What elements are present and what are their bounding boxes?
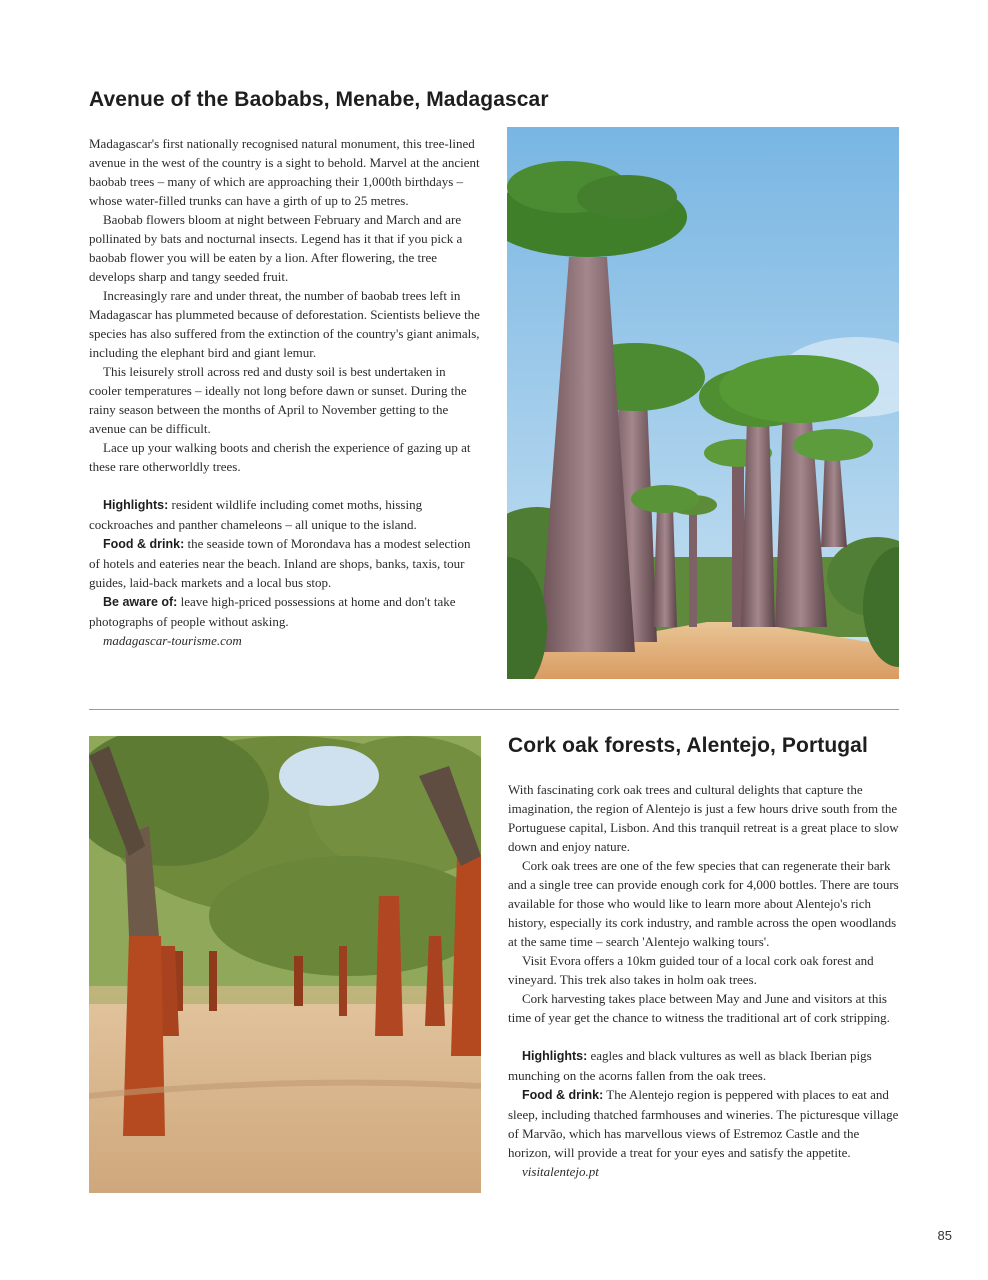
baobab-paragraph: This leisurely stroll across red and dusty soil is best undertaken in cooler temperatures – ideally not long before dawn or sunset. During the rainy season between the months of April to November getting to the avenue can be difficult.	[89, 364, 467, 436]
cork-title: Cork oak forests, Alentejo, Portugal	[508, 734, 868, 757]
cork-website-link[interactable]: visitalentejo.pt	[522, 1164, 599, 1179]
cork-facts	[508, 1046, 900, 1181]
cork-paragraph: Cork oak trees are one of the few species that can regenerate their bark and a single tree can provide enough cork for 4,000 bottles. There are tours available for those who would like to learn more about Alentejo's rich history, especially its cork industry, and ramble across the open woodlands at the same time – search 'Alentejo walking tours'.	[508, 858, 899, 949]
cork-body	[508, 780, 900, 1181]
baobab-title: Avenue of the Baobabs, Menabe, Madagascar	[89, 88, 549, 111]
section-divider	[89, 709, 899, 710]
baobab-food-drink	[89, 534, 481, 592]
highlights-label: Highlights:	[522, 1049, 588, 1063]
cork-paragraph: Visit Evora offers a 10km guided tour of a local cork oak forest and vineyard. This trek also takes in holm oak trees.	[508, 953, 874, 987]
baobab-paragraph: Lace up your walking boots and cherish the experience of gazing up at these rare otherworldly trees.	[89, 440, 471, 474]
food-drink-label: Food & drink:	[103, 537, 185, 551]
cork-paragraph: With fascinating cork oak trees and cultural delights that capture the imagination, the region of Alentejo is just a few hours drive south from the Portuguese capital, Lisbon. And this tranquil retreat is a great place to slow down and enjoy nature.	[508, 782, 899, 854]
baobab-avenue-photo	[507, 127, 899, 679]
be-aware-text: leave high-priced possessions at home and don't take photographs of people without asking.	[89, 594, 456, 629]
be-aware-label: Be aware of:	[103, 595, 178, 609]
baobab-facts	[89, 495, 481, 650]
cork-oak-forest-photo	[89, 736, 481, 1193]
food-drink-label: Food & drink:	[522, 1088, 604, 1102]
highlights-text: eagles and black vultures as well as black Iberian pigs munching on the acorns fallen from the oak trees.	[508, 1048, 872, 1083]
baobab-illustration	[507, 127, 899, 679]
baobab-paragraph: Madagascar's first nationally recognised natural monument, this tree-lined avenue in the west of the country is a sight to behold. Marvel at the ancient baobab trees – many of which are approaching their 1,000th birthdays – whose water-filled trunks can have a girth of up to 25 metres.	[89, 136, 480, 208]
cork-illustration	[89, 736, 481, 1193]
cork-highlights	[508, 1046, 900, 1085]
baobab-paragraph: Increasingly rare and under threat, the number of baobab trees left in Madagascar has plummeted because of deforestation. Scientists believe the species has also suffered from the extinction of the country's giant animals, including the elephant bird and giant lemur.	[89, 288, 480, 360]
cork-food-drink	[508, 1085, 900, 1162]
cork-paragraph: Cork harvesting takes place between May and June and visitors at this time of year get the chance to witness the traditional art of cork stripping.	[508, 991, 890, 1025]
page-number: 85	[937, 1228, 952, 1243]
highlights-label: Highlights:	[103, 498, 169, 512]
baobab-website-link[interactable]: madagascar-tourisme.com	[103, 633, 242, 648]
baobab-body	[89, 134, 481, 650]
food-drink-text: the seaside town of Morondava has a modest selection of hotels and eateries near the beach. Inland are shops, banks, taxis, tour guides, laid-back markets and a local bus stop.	[89, 536, 471, 590]
highlights-text: resident wildlife including comet moths, hissing cockroaches and panther chameleons – all unique to the island.	[89, 497, 423, 532]
food-drink-text: The Alentejo region is peppered with places to eat and sleep, including thatched farmhouses and wineries. The picturesque village of Marvão, which has marvellous views of Estremoz Castle and the horizon, will provide a treat for your eyes and satisfy the appetite.	[508, 1087, 899, 1160]
baobab-highlights	[89, 495, 481, 534]
baobab-be-aware	[89, 592, 481, 631]
baobab-paragraph: Baobab flowers bloom at night between February and March and are pollinated by bats and nocturnal insects. Legend has it that if you pick a baobab flower you will be eaten by a lion. After flowering, the tree develops sharp and tangy seeded fruit.	[89, 212, 463, 284]
